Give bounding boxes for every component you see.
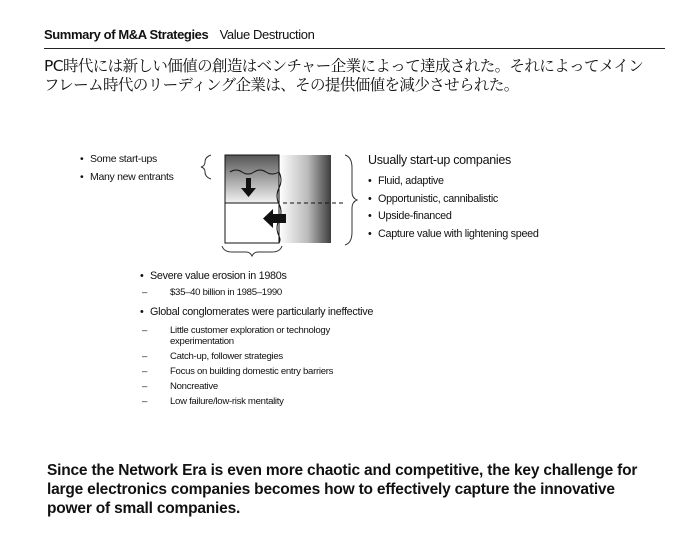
header-subtitle: Value Destruction [219, 27, 315, 42]
list-item: • Severe value erosion in 1980s [140, 270, 440, 282]
sub-list-item: – Noncreative [156, 381, 440, 392]
list-item: • Opportunistic, cannibalistic [368, 191, 539, 209]
sub-list-item: – Catch-up, follower strategies [156, 351, 440, 362]
lead-text: PC時代には新しい価値の創造はベンチャー企業によって達成された。それによってメインフレーム時代のリーディング企業は、その提供価値を減少させられた。 [44, 57, 644, 94]
closing-statement: Since the Network Era is even more chaotic and competitive, the key challenge for large electronics companies becomes how to effectively capture the innovative power of small companies. [47, 462, 638, 517]
middle-bullet-list [140, 270, 440, 407]
list-item: • Fluid, adaptive [368, 173, 539, 191]
list-item: • Capture value with lightening speed [368, 226, 539, 244]
right-brace [345, 155, 357, 245]
header-title: Summary of M&A Strategies [44, 27, 209, 42]
sub-list-item: – Low failure/low-risk mentality [156, 396, 440, 407]
startup-panel [279, 155, 331, 243]
sub-list-item: – Little customer exploration or technology experimentation [156, 325, 370, 347]
sub-list-item: – Focus on building domestic entry barriers [156, 366, 440, 377]
list-item: • Some start-ups [80, 150, 174, 168]
list-item: • Upside-financed [368, 208, 539, 226]
sub-list-item: – $35–40 billion in 1985–1990 [156, 287, 440, 298]
list-item: • Global conglomerates were particularly ineffective [140, 306, 440, 318]
bottom-brace [222, 246, 282, 256]
incumbent-panel [225, 155, 279, 203]
left-brace [201, 155, 211, 179]
list-item: • Many new entrants [80, 168, 174, 186]
right-bullet-list [368, 153, 539, 243]
right-list-heading: Usually start-up companies [368, 153, 511, 167]
